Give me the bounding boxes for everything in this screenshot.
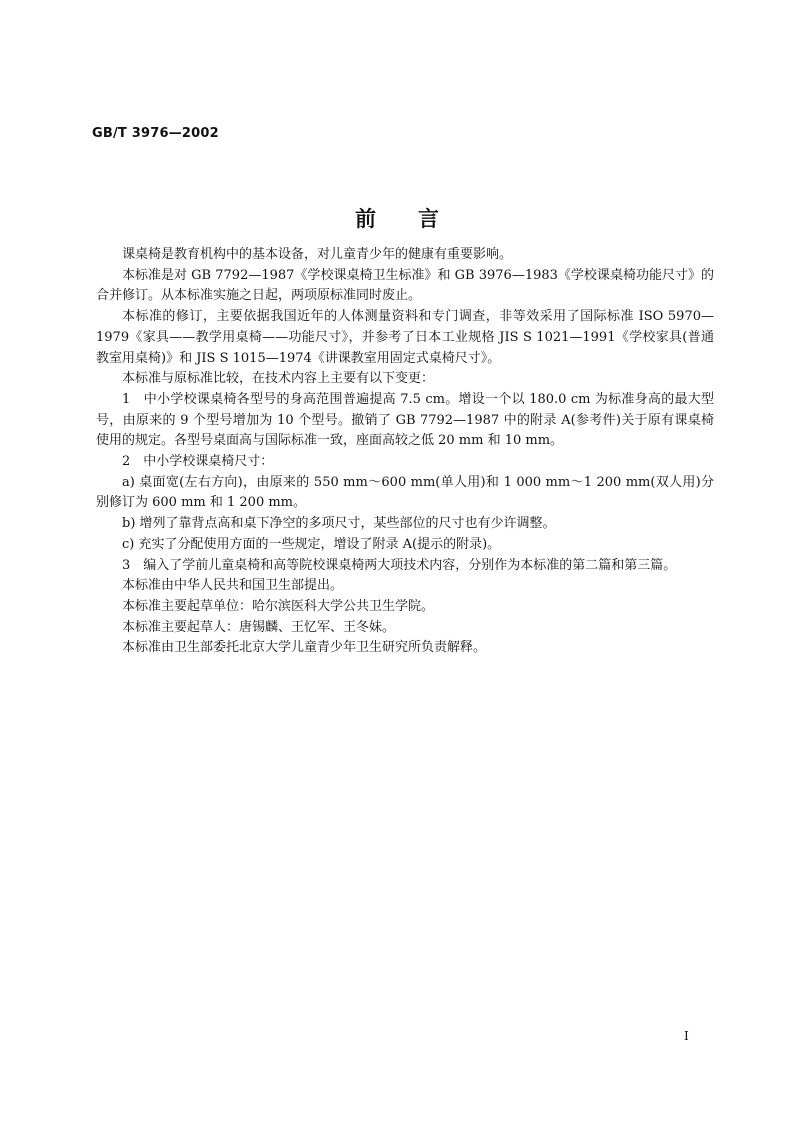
page-number: I — [684, 1029, 689, 1043]
paragraph-change-2a: a) 桌面宽(左右方向)，由原来的 550 mm～600 mm(单人用)和 1 000 mm～1 200 mm(双人用)分别修订为 600 mm 和 1 200 mm。 — [96, 474, 714, 511]
paragraph-change-1: 1 中小学校课桌椅各型号的身高范围普遍提高 7.5 cm。增设一个以 180.0 cm 为标准身高的最大型号，由原来的 9 个型号增加为 10 个型号。撤销了 GB 7792—1987 中的附录 A(参考件)关于原有课桌椅使用的规定。各型号桌面高与国际标准一致，座面高较之低 20 mm 和 10 mm。 — [96, 391, 714, 449]
paragraph-drafting-unit: 本标准主要起草单位：哈尔滨医科大学公共卫生学院。 — [122, 598, 435, 614]
paragraph-drafters: 本标准主要起草人：唐锡麟、王忆军、王冬妹。 — [122, 619, 396, 635]
paragraph-basis: 本标准的修订，主要依据我国近年的人体测量资料和专门调查，非等效采用了国际标准 ISO 5970—1979《家具——教学用桌椅——功能尺寸》，并参考了日本工业规格 JIS S 1021—1991《学校家具(普通教室用桌椅)》和 JIS S 1015—1974《讲课教室用固定式桌椅尺寸》。 — [96, 309, 714, 366]
paragraph-merge: 本标准是对 GB 7792—1987《学校课桌椅卫生标准》和 GB 3976—1983《学校课桌椅功能尺寸》的合并修订。从本标准实施之日起，两项原标准同时废止。 — [96, 267, 714, 304]
paragraph-interpretation: 本标准由卫生部委托北京大学儿童青少年卫生研究所负责解释。 — [122, 640, 487, 656]
page-title: 前言 — [355, 207, 481, 231]
standard-code: GB/T 3976—2002 — [92, 126, 219, 141]
paragraph-change-2c: c) 充实了分配使用方面的一些规定，增设了附录 A(提示的附录)。 — [122, 536, 501, 552]
paragraph-changes-intro: 本标准与原标准比较，在技术内容上主要有以下变更： — [122, 371, 435, 387]
foreword-body — [96, 245, 714, 659]
paragraph-change-3: 3 编入了学前儿童桌椅和高等院校课桌椅两大项技术内容，分别作为本标准的第二篇和第三篇。 — [122, 557, 677, 573]
paragraph-change-2: 2 中小学校课桌椅尺寸： — [122, 454, 274, 470]
paragraph-change-2b: b) 增列了靠背点高和桌下净空的多项尺寸，某些部位的尺寸也有少许调整。 — [122, 516, 556, 532]
paragraph-intro: 课桌椅是教育机构中的基本设备，对儿童青少年的健康有重要影响。 — [122, 247, 513, 262]
paragraph-proposer: 本标准由中华人民共和国卫生部提出。 — [122, 578, 344, 594]
